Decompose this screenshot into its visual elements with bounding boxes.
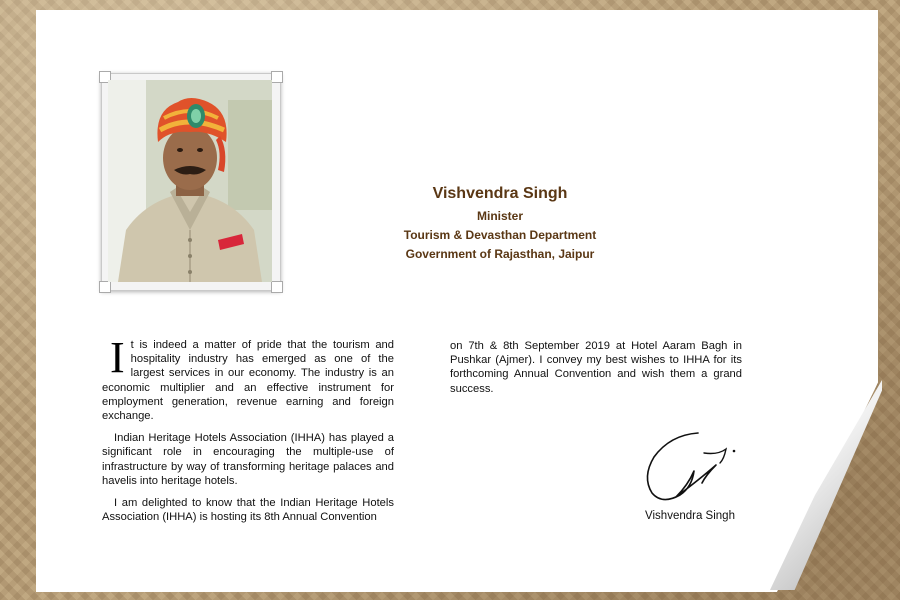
message-column-left (102, 333, 394, 532)
sender-title: Minister (476, 209, 523, 223)
paragraph-1-text: t is indeed a matter of pride that the tourism and hospitality industry has emerged as one of the largest services in our economy. The industry is an economic multiplier and an effective instrument for employment generation, revenue earning and foreign exchange. (102, 339, 394, 423)
message-paragraph-2: Indian Heritage Hotels Association (IHHA) has played a significant role in encouraging the multiple-use of infrastructure by way of transforming heritage palaces and havelis into heritage hotels. (102, 432, 394, 487)
message-paragraph-3-continued: on 7th & 8th September 2019 at Hotel Aaram Bagh in Pushkar (Ajmer). I convey my best wishes to IHHA for its forthcoming Annual Convention and wish them a grand success. (450, 340, 742, 395)
frame-corner (99, 281, 111, 293)
sender-details (330, 185, 670, 266)
portrait-frame (101, 73, 281, 291)
portrait-illustration (108, 80, 272, 282)
sender-name: Vishvendra Singh (432, 185, 568, 202)
signature-name: Vishvendra Singh (645, 510, 735, 522)
frame-corner (271, 71, 283, 83)
message-paragraph-1 (102, 333, 394, 423)
frame-corner (271, 281, 283, 293)
drop-cap: I (110, 333, 125, 382)
signature-icon (640, 425, 750, 510)
message-column-right (450, 339, 742, 404)
portrait-icon (108, 80, 272, 282)
sender-department: Tourism & Devasthan Department (403, 228, 597, 242)
sender-government: Government of Rajasthan, Jaipur (405, 247, 595, 261)
message-paragraph-3: I am delighted to know that the Indian Heritage Hotels Association (IHHA) is hosting its 8th Annual Convention (102, 497, 394, 524)
